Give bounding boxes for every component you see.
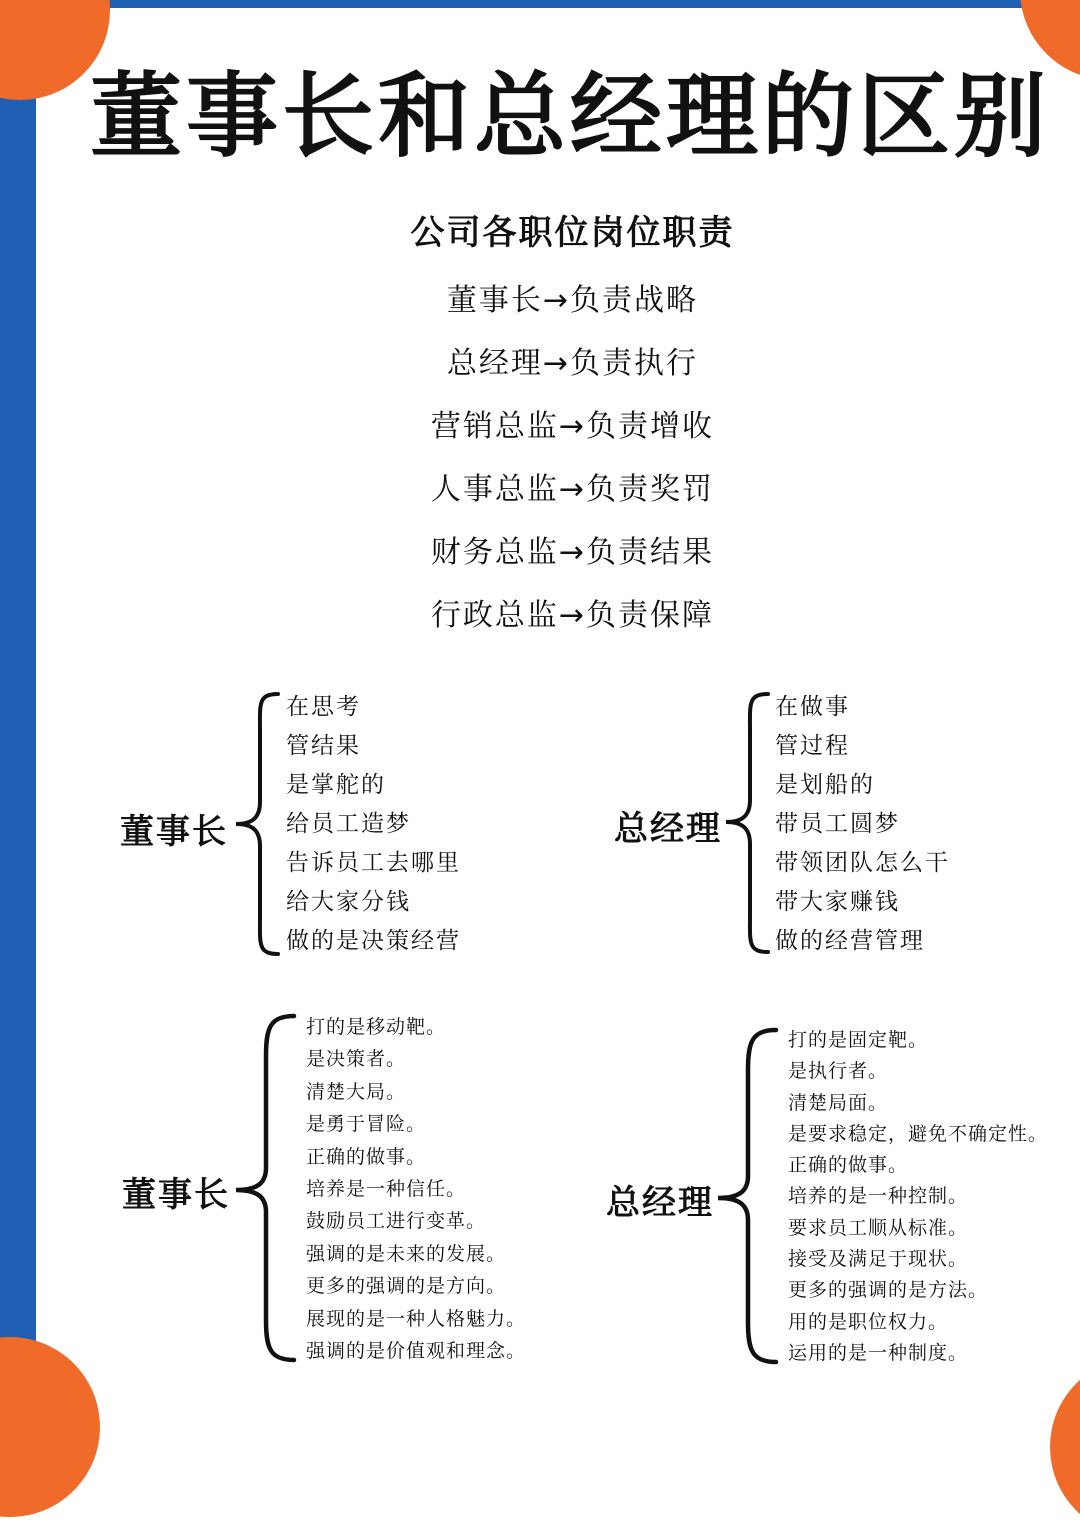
compare1-gm-label: 总经理 xyxy=(614,809,722,849)
compare2-chairman-label: 董事长 xyxy=(122,1175,230,1215)
corner-decoration-bottom-left xyxy=(0,1337,100,1517)
curly-brace-icon xyxy=(230,1012,296,1364)
list-item: 是勇于冒险。 xyxy=(306,1113,427,1136)
list-item: 展现的是一种人格魅力。 xyxy=(306,1307,527,1330)
list-item: 在做事 xyxy=(775,694,850,720)
compare1-gm-list xyxy=(775,688,950,961)
list-item: 管结果 xyxy=(286,733,361,759)
list-item: 培养是一种信任。 xyxy=(306,1177,467,1200)
compare2-gm-label: 总经理 xyxy=(606,1183,714,1223)
curly-brace-icon xyxy=(712,1026,778,1366)
compare2-gm-list xyxy=(788,1025,1048,1369)
curly-brace-icon xyxy=(230,690,280,958)
duty-item: 营销总监→负责增收 xyxy=(430,409,715,444)
compare1-chairman-list xyxy=(286,688,461,961)
list-item: 接受及满足于现状。 xyxy=(788,1248,969,1271)
compare2-chairman-list xyxy=(306,1011,526,1367)
compare1-chairman-label: 董事长 xyxy=(120,812,228,852)
list-item: 管过程 xyxy=(775,733,850,759)
list-item: 是决策者。 xyxy=(306,1048,407,1071)
list-item: 是划船的 xyxy=(775,772,875,798)
curly-brace-icon xyxy=(720,690,770,956)
list-item: 清楚局面。 xyxy=(788,1091,889,1114)
list-item: 强调的是未来的发展。 xyxy=(306,1242,507,1265)
list-item: 培养的是一种控制。 xyxy=(788,1185,969,1208)
list-item: 是掌舵的 xyxy=(286,772,386,798)
list-item: 带员工圆梦 xyxy=(775,811,900,837)
list-item: 带领团队怎么干 xyxy=(775,850,950,876)
duty-item: 行政总监→负责保障 xyxy=(430,598,715,633)
section-subtitle: 公司各职位岗位职责 xyxy=(410,213,735,253)
list-item: 告诉员工去哪里 xyxy=(286,850,461,876)
list-item: 更多的强调的是方向。 xyxy=(306,1275,507,1298)
list-item: 带大家赚钱 xyxy=(775,889,900,915)
list-item: 是执行者。 xyxy=(788,1060,889,1083)
list-item: 运用的是一种制度。 xyxy=(788,1341,969,1364)
top-border xyxy=(0,0,1080,8)
list-item: 正确的做事。 xyxy=(306,1145,427,1168)
duty-item: 人事总监→负责奖罚 xyxy=(430,472,715,507)
duties-list xyxy=(0,276,1080,654)
list-item: 是要求稳定，避免不确定性。 xyxy=(788,1122,1049,1145)
duty-item: 总经理→负责执行 xyxy=(446,346,699,381)
list-item: 强调的是价值观和理念。 xyxy=(306,1339,527,1362)
list-item: 在思考 xyxy=(286,694,361,720)
list-item: 做的是决策经营 xyxy=(286,928,461,954)
list-item: 给大家分钱 xyxy=(286,889,411,915)
list-item: 做的经营管理 xyxy=(775,928,925,954)
corner-decoration-bottom-right xyxy=(1050,1357,1080,1537)
list-item: 正确的做事。 xyxy=(788,1154,909,1177)
list-item: 给员工造梦 xyxy=(286,811,411,837)
duty-item: 董事长→负责战略 xyxy=(446,283,699,318)
list-item: 打的是固定靶。 xyxy=(788,1029,929,1051)
list-item: 更多的强调的是方法。 xyxy=(788,1279,989,1302)
list-item: 要求员工顺从标准。 xyxy=(788,1216,969,1239)
page-title: 董事长和总经理的区别 xyxy=(89,63,1050,170)
list-item: 鼓励员工进行变革。 xyxy=(306,1210,487,1233)
duty-item: 财务总监→负责结果 xyxy=(430,535,715,570)
list-item: 打的是移动靶。 xyxy=(306,1016,447,1038)
list-item: 用的是职位权力。 xyxy=(788,1310,949,1333)
list-item: 清楚大局。 xyxy=(306,1080,407,1103)
